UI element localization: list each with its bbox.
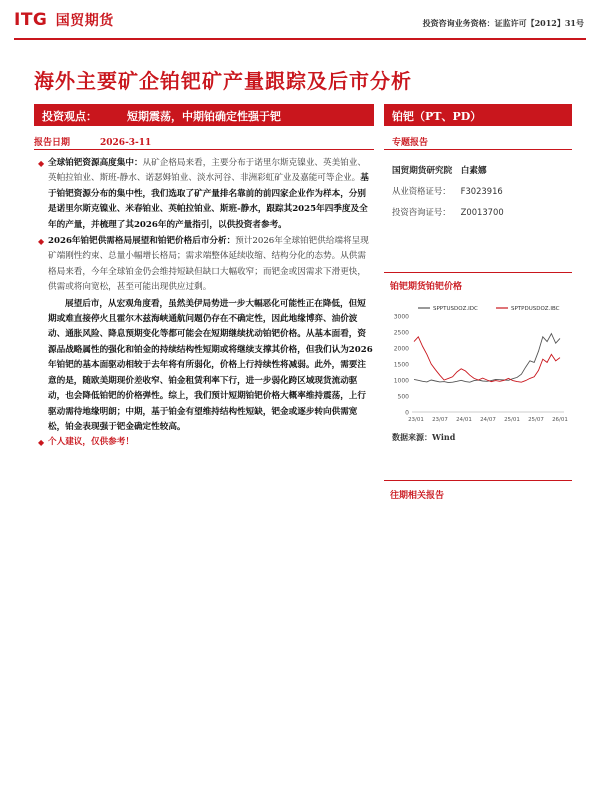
report-date-value: 2026-3-11: [100, 138, 152, 148]
y-tick-label: 0: [405, 409, 409, 417]
metal-bar: 铂钯（PT、PD）: [384, 104, 572, 126]
body-text-column: [38, 156, 374, 452]
paragraph-advice: [38, 435, 374, 450]
y-tick-label: 2000: [393, 345, 409, 353]
divider-left: [34, 149, 374, 150]
logo-company-name: 国贸期货: [55, 13, 114, 29]
related-reports-heading: 往期相关报告: [390, 491, 445, 501]
x-tick-label: 26/01: [552, 417, 568, 423]
cert2-value: Z0013700: [460, 207, 504, 217]
x-tick-label: 25/01: [504, 417, 520, 423]
bullet-icon: ◆: [38, 159, 45, 168]
cert1-value: F3023916: [460, 186, 503, 196]
cert1-label: 从业资格证号：: [392, 186, 451, 196]
para1-heading: 全球铂钯资源高度集中：: [48, 158, 143, 168]
x-tick-label: 23/07: [432, 417, 448, 423]
chart-top-divider: [384, 272, 572, 273]
cert-row-1: [392, 185, 572, 197]
report-date-row: [34, 135, 151, 148]
y-tick-label: 3000: [393, 313, 409, 321]
company-logo: [14, 10, 114, 30]
report-type: 专题报告: [392, 138, 429, 148]
view-label: 投资观点：: [42, 110, 97, 123]
report-title: 海外主要矿企铂钯矿产量跟踪及后市分析: [34, 69, 412, 93]
price-chart-svg: [388, 300, 572, 430]
logo-itg: ITG: [14, 10, 48, 30]
view-bar: [34, 104, 374, 126]
para2-heading: 2026年铂钯供需格局展望和铂钯价格后市分析：: [48, 236, 236, 247]
x-tick-label: 23/01: [408, 417, 424, 423]
legend-label: SPPTUSDOZ.IDC: [433, 306, 478, 312]
header-divider: [14, 38, 586, 40]
license-text: 投资咨询业务资格：证监许可【2012】31号: [422, 18, 584, 28]
paragraph-supply-concentration: [38, 156, 374, 233]
y-tick-label: 2500: [393, 329, 409, 337]
y-tick-label: 1000: [393, 377, 409, 385]
advice-text: 个人建议，仅供参考！: [48, 437, 134, 448]
paragraph-market-view: 展望后市，从宏观角度看，虽然美伊局势进一步大幅恶化可能性正在降低，但短期或难直接停火且霍尔木兹海峡通航问题仍存在不确定性，因此地缘博弈、油价波动、通胀风险、降息预期变化等都可能会在短期继续扰动铂钯价格。从基本面看，资源品战略属性的强化和铂金的持续结构性短期或将继续支撑其价格，但我们认为2026年铂钯的基本面驱动相较于去年将有所弱化，价格上行持续性将减弱。此外，需要注意的是，随欧美期现价差收窄、铂金租赁利率下行，进一步弱化跨区域现货流动驱动，也会降低铂钯的价格弹性。综上，我们预计短期铂钯价格大概率维持震荡，上行驱动需待地缘明朗；中期，基于铂金有望维持结构性短缺，钯金或逐步转向供需宽松，铂金表现强于钯金确定性较高。: [48, 298, 373, 432]
series-line-platinum: [414, 334, 560, 383]
y-tick-label: 500: [397, 393, 409, 401]
cert2-label: 投资咨询证号：: [392, 207, 451, 217]
sidebar: [384, 156, 572, 218]
chart-heading: 铂钯期货铂钯价格: [390, 282, 463, 292]
price-chart: [388, 300, 572, 430]
paragraph-outlook: [38, 234, 374, 296]
view-text: 短期震荡，中期铂确定性强于钯: [127, 110, 281, 123]
y-tick-label: 1500: [393, 361, 409, 369]
x-tick-label: 25/07: [528, 417, 544, 423]
page-header: [0, 0, 600, 40]
bullet-icon: ◆: [38, 237, 45, 247]
x-tick-label: 24/01: [456, 417, 472, 423]
related-divider: [384, 480, 572, 481]
divider-right: [384, 149, 572, 150]
para2-text: 预计2026年全球铂钯供给端将呈现矿端刚性约束、总量小幅增长格局；需求端整体延续收缩、结构分化的态势。从供需格局来看，今年全球铂金仍会维持短缺但缺口大幅收窄；而钯金或因需求下滑更快，供需或将向宽松，甚至可能出现供应过剩。: [48, 236, 369, 293]
report-date-label: 报告日期: [34, 138, 71, 148]
legend-label: SPTPDUSDOZ.IBC: [511, 306, 560, 312]
para1-text: 从矿企格局来看，主要分布于诺里尔斯克镍业、英美铂业、英帕拉铂业、斯班-静水、诺瑟姆铂业、淡水河谷、非洲彩虹矿业及嘉能可等企业。: [48, 158, 366, 184]
para1-bold-text: 基于铂钯资源分布的集中性，我们选取了矿产量排名靠前的前四家企业作为样本，分别是诺里尔斯克镍业、米春铂业、英帕拉铂业、斯班-静水，跟踪其2025年四季度及全年的产量，并梳理了其2026年的产量指引，以供投资者参考。: [48, 173, 369, 230]
bullet-icon: ◆: [38, 438, 45, 448]
data-source: 数据来源：Wind: [392, 432, 456, 442]
series-line-palladium: [414, 337, 560, 382]
analyst-name: 国贸期货研究院 白素娜: [392, 166, 487, 176]
cert-row-2: [392, 206, 572, 218]
x-tick-label: 24/07: [480, 417, 496, 423]
